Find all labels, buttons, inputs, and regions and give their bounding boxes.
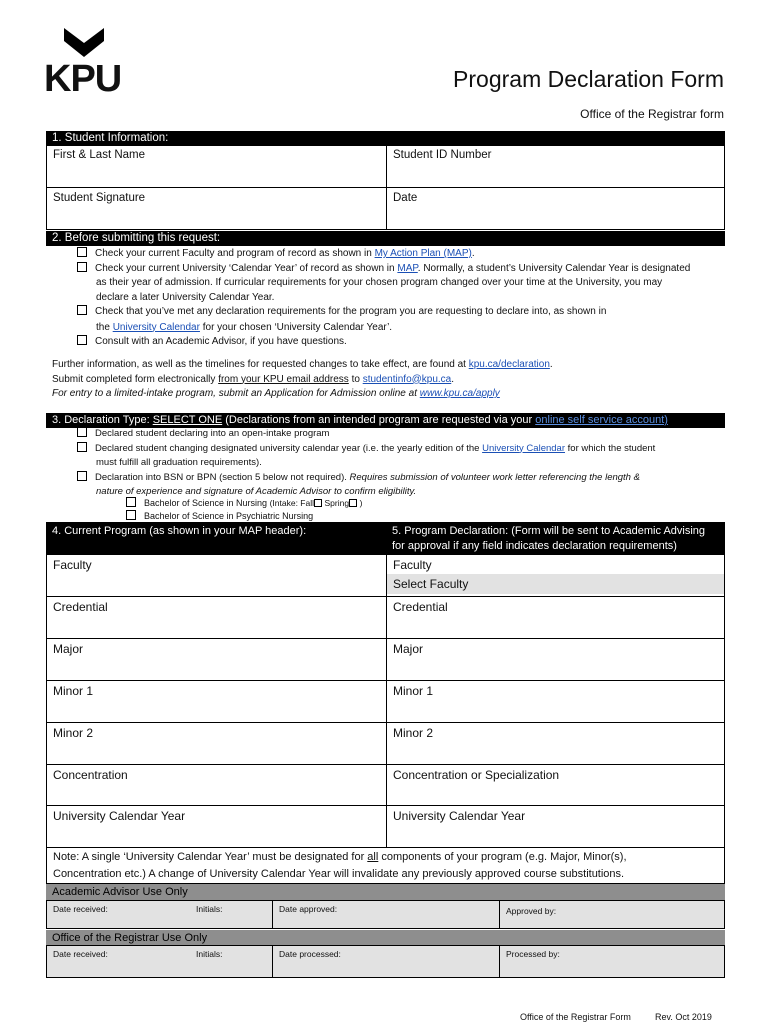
page-subtitle: Office of the Registrar form [580,107,724,121]
declared-minor1-field[interactable] [388,700,724,721]
map-link[interactable]: My Action Plan (MAP) [374,248,472,259]
checkbox[interactable] [77,247,87,257]
registrar-use-table [46,945,725,978]
declared-minor2-field[interactable] [388,742,724,763]
checklist: Check your current Faculty and program of record as shown in My Action Plan (MAP). Check your current University ‘Calendar Year’ of record as shown in MAP. Normally, a student’s University Calendar Year is designated as their year of admission. If curricular requirements for your chosen program changed over your time at the University, you may declare a later University Calendar Year. Check that you’ve met any declaration requirements for the program you are requesting to declare into, as shown in the University Calendar for your chosen ‘University Calendar Year’. Consult with an Academic Advisor, if you have questions. [77,247,727,350]
footer-revision: Rev. Oct 2019 [655,1012,712,1022]
spring-checkbox[interactable] [349,499,357,507]
declaration-option: Declaration into BSN or BPN (section 5 below not required). Requires submission of volunteer work letter referencing the length & [77,471,727,486]
name-label: First & Last Name [53,149,146,161]
current-calendar-year-field[interactable] [48,825,384,846]
advisor-use-table [46,900,725,929]
apply-link[interactable]: www.kpu.ca/apply [419,388,500,399]
current-minor2-field[interactable] [48,742,384,763]
current-concentration-field[interactable] [48,784,384,804]
section1-heading: 1. Student Information: [46,131,725,146]
declared-calendar-year-label: University Calendar Year [393,809,526,823]
current-major-field[interactable] [48,658,384,679]
declared-credential-label: Credential [393,600,448,614]
registrar-date-received: Date received: [53,949,108,959]
checkbox[interactable] [77,335,87,345]
current-minor1-field[interactable] [48,700,384,721]
faculty-select[interactable]: Select Faculty [387,574,724,594]
current-credential-field[interactable] [48,616,384,637]
student-id-field[interactable] [388,164,724,186]
current-credential-label: Credential [53,600,108,614]
program-table [46,555,725,848]
declaration-link[interactable]: kpu.ca/declaration [468,359,550,370]
nursing-option: Bachelor of Science in Psychiatric Nursing [126,510,362,523]
nursing-options [126,497,362,523]
kpu-logo [44,28,124,100]
page-title: Program Declaration Form [453,66,724,92]
checkbox[interactable] [77,262,87,272]
student-id-label: Student ID Number [393,149,492,161]
section2-heading: 2. Before submitting this request: [46,231,725,246]
declaration-option: Declared student changing designated university calendar year (i.e. the yearly edition of the University Calendar for which the student [77,442,727,457]
signature-label: Student Signature [53,192,146,204]
section4-heading: 4. Current Program (as shown in your MAP header): [46,522,386,555]
calendar-year-note: Note: A single ‘University Calendar Year’ must be designated for all components of your program (e.g. Major, Minor(s), Concentration etc.) A change of University Calendar Year will invalidate any previously approved course substitutions. [46,848,725,884]
footer-form-name: Office of the Registrar Form [520,1012,631,1022]
map-link[interactable]: MAP [397,262,418,274]
current-minor2-label: Minor 2 [53,726,94,740]
student-info-table [46,146,725,230]
current-major-label: Major [53,642,84,656]
registrar-date-processed: Date processed: [279,949,341,959]
declaration-options: Declared student declaring into an open-intake program Declared student changing designated university calendar year (i.e. the yearly edition of the University Calendar for which the student must fulfill all graduation requirements). Declaration into BSN or BPN (section 5 below not required). Requires submission of volunteer work letter referencing the length & nature of experience and signature of Academic Advisor to confirm eligibility. [77,427,727,500]
current-faculty-label: Faculty [53,558,92,572]
advisor-approved-by: Approved by: [506,906,557,916]
declared-concentration-field[interactable] [388,784,724,804]
current-minor1-label: Minor 1 [53,684,94,698]
checkbox[interactable] [77,442,87,452]
checklist-item: Check your current University ‘Calendar Year’ of record as shown in MAP. Normally, a student’s University Calendar Year is designated [77,262,727,277]
registrar-heading: Office of the Registrar Use Only [46,930,725,946]
advisor-date-received: Date received: [53,904,108,914]
university-calendar-link[interactable]: University Calendar [112,321,200,333]
declaration-option: Declared student declaring into an open-intake program [77,427,727,442]
registrar-processed-by: Processed by: [506,949,560,959]
further-info: Further information, as well as the timelines for requested changes to take effect, are found at kpu.ca/declaration. Submit completed form electronically from your KPU email address to studentinfo@kpu.ca. For entry to a limited-intake program, submit an Application for Admission online at www.kpu.ca/apply [52,359,553,399]
date-field[interactable] [388,207,724,228]
registrar-initials: Initials: [196,949,223,959]
declared-minor1-label: Minor 1 [393,684,434,698]
signature-field[interactable] [48,207,384,228]
date-label: Date [393,192,418,204]
declared-major-label: Major [393,642,424,656]
advisor-date-approved: Date approved: [279,904,338,914]
fall-checkbox[interactable] [314,499,322,507]
advisor-initials: Initials: [196,904,223,914]
checkbox[interactable] [77,471,87,481]
studentinfo-email-link[interactable]: studentinfo@kpu.ca [362,373,452,385]
checkbox[interactable] [126,497,136,507]
current-calendar-year-label: University Calendar Year [53,809,186,823]
declared-credential-field[interactable] [388,616,724,637]
declared-calendar-year-field[interactable] [388,825,724,846]
checklist-item: Consult with an Academic Advisor, if you have questions. [77,335,727,350]
checkbox[interactable] [77,427,87,437]
current-concentration-label: Concentration [53,768,128,782]
checkbox[interactable] [77,305,87,315]
checklist-item: Check your current Faculty and program of record as shown in My Action Plan (MAP). [77,247,727,262]
university-calendar-link[interactable]: University Calendar [482,442,565,454]
advisor-heading: Academic Advisor Use Only [46,884,725,900]
declared-minor2-label: Minor 2 [393,726,434,740]
nursing-option: Bachelor of Science in Nursing (Intake: Fall Spring ) [126,497,362,510]
name-field[interactable] [48,164,384,186]
self-service-link[interactable]: online self service account) [535,414,668,426]
logo-text: KPU [44,58,122,100]
declared-concentration-label: Concentration or Specialization [393,768,560,782]
checklist-item: Check that you’ve met any declaration requirements for the program you are requesting to declare into, as shown in [77,305,727,320]
section3-heading: 3. Declaration Type: SELECT ONE (Declarations from an intended program are requested via your online self service account) [46,413,725,428]
declared-faculty-label: Faculty [393,558,432,572]
checkbox[interactable] [126,510,136,520]
current-faculty-field[interactable] [48,574,384,595]
declared-major-field[interactable] [388,658,724,679]
section5-heading: 5. Program Declaration: (Form will be sent to Academic Advising for approval if any field indicates declaration requirements) [386,522,725,555]
